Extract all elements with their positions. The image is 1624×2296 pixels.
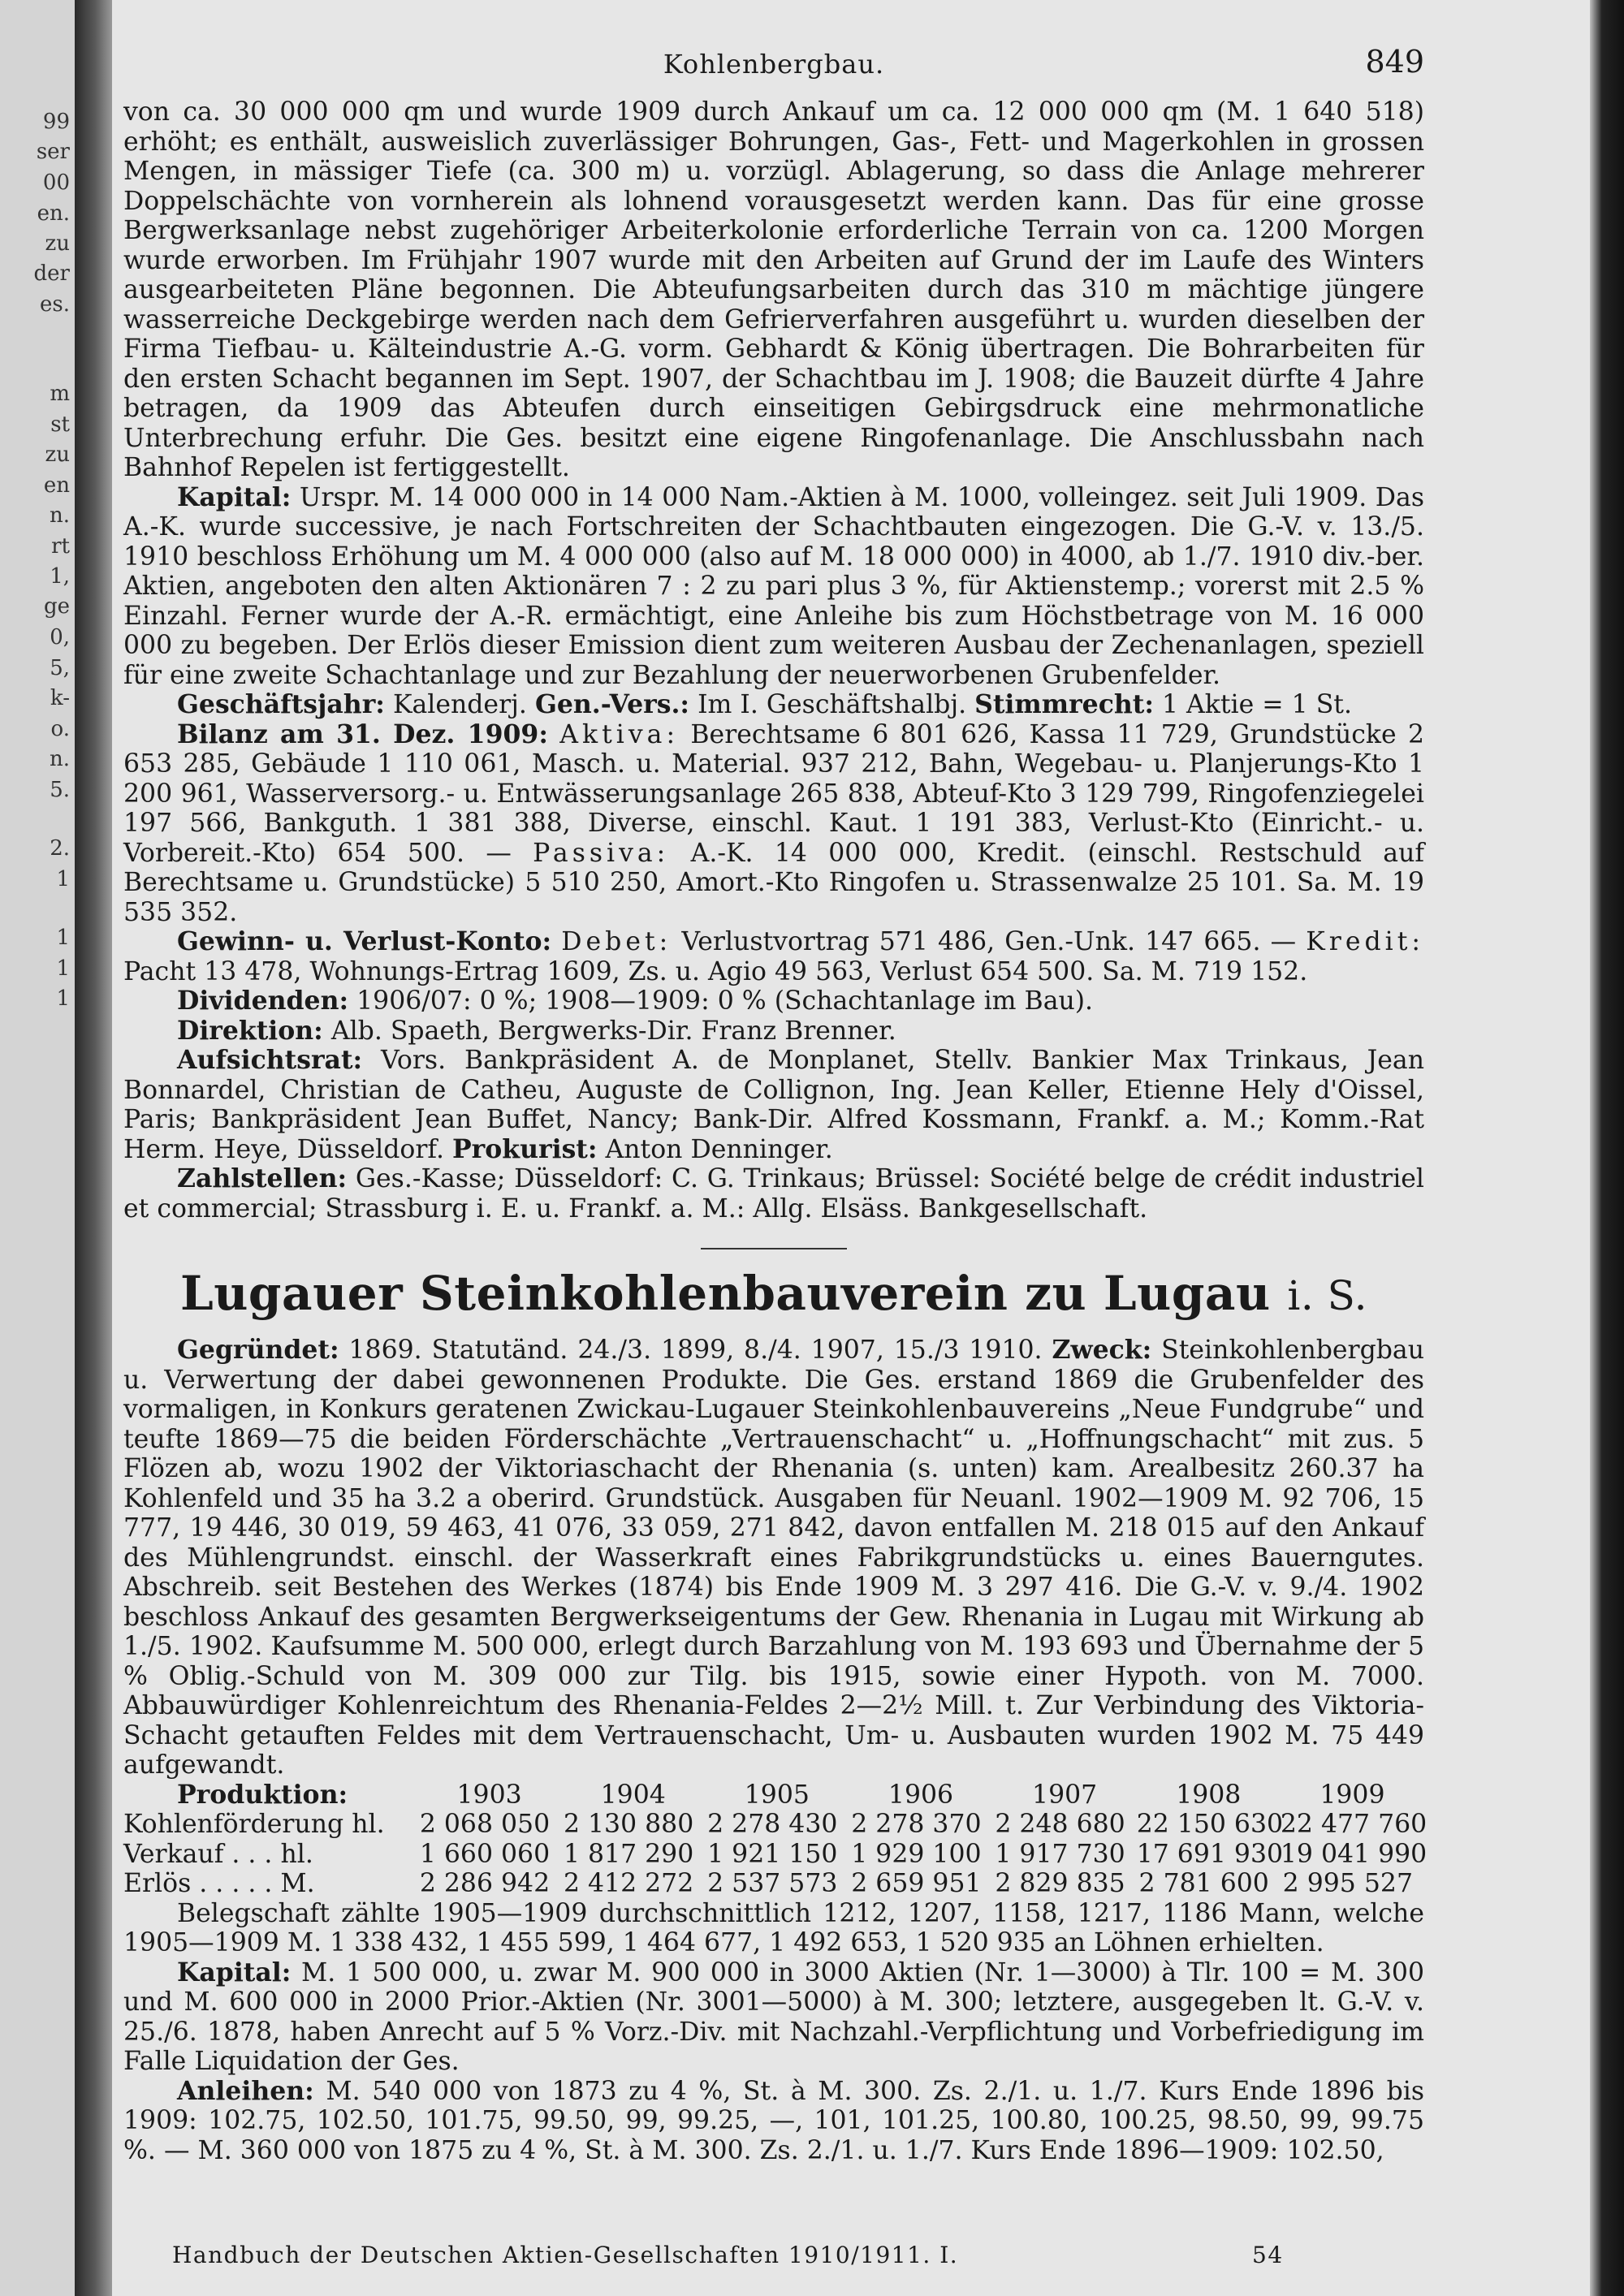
table-cell: 1 817 290 <box>563 1839 694 1869</box>
zweck-text: Steinkohlenbergbau u. Verwertung der dabei gewonnenen Produkte. Die Ges. erstand 1869 die Grubenfelder des vormaligen, in Konkurs geratenen Zwickau-Lugauer Steinkohlenbauvereins „Neue Fundgrube“ und teufte 1869—75 die beiden Förderschächte „Vertrauenschacht“ u. „Hoffnungschacht“ mit zus. 5 Flözen ab, wozu 1902 der Viktoriaschacht der Rhenania (s. unten) kam. Arealbesitz 260.37 ha Kohlenfeld und 35 ha 3.2 a oberird. Grundstück. Ausgaben für Neuanl. 1902—1909 M. 92 706, 15 777, 19 446, 30 019, 59 463, 41 076, 33 059, 271 842, davon entfallen M. 218 015 auf den Ankauf des Mühlengrundst. einschl. der Wasserkraft eines Fabrikgrundstücks u. eines Bauerngutes. Abschreib. seit Bestehen des Werkes (1874) bis Ende 1909 M. 3 297 416. Die G.-V. v. 9./4. 1902 beschloss Ankauf des gesamten Bergwerkseigentums der Gew. Rhenania in Lugau mit Wirkung ab 1./5. 1902. Kaufsumme M. 500 000, erlegt durch Barzahlung von M. 193 693 und Übernahme der 5 % Oblig.-Schuld von M. 309 000 zur Tilg. bis 1915, sowie einer Hypoth. von M. 7000. Abbauwürdiger Kohlenreichtum des Rhenania-Feldes 2—2½ Mill. t. Zur Verbindung des Viktoria-Schacht getauften Feldes mit dem Vertrauenschacht, Um- u. Ausbauten wurden 1902 M. 75 449 aufgewandt. <box>123 1336 1424 1780</box>
footer-signature: 54 <box>1252 2242 1284 2268</box>
company2-title <box>123 1266 1424 1321</box>
passiva-label: Passiva: <box>533 838 670 868</box>
direktion-label: Direktion: <box>177 1015 323 1046</box>
geschaeftsjahr-text: Kalenderj. <box>392 690 527 719</box>
adjacent-page-fragment: n. <box>49 747 70 771</box>
adjacent-page-fragment: 1 <box>56 926 70 950</box>
dividenden-label: Dividenden: <box>177 986 349 1016</box>
adjacent-page-fragment: es. <box>40 292 70 317</box>
company2-title-name: Lugauer Steinkohlenbauverein zu Lugau <box>179 1266 1271 1321</box>
stimmrecht-text: 1 Aktie = 1 St. <box>1161 690 1352 719</box>
production-table <box>123 1779 1427 1899</box>
kapital-label: Kapital: <box>177 1957 292 1987</box>
adjacent-page-fragment: n. <box>49 503 70 528</box>
aktiva-label: Aktiva: <box>559 719 680 749</box>
company1-bilanz <box>123 720 1424 928</box>
production-year: 1907 <box>1032 1780 1098 1810</box>
table-cell: 2 412 272 <box>563 1869 694 1898</box>
stimmrecht-label: Stimmrecht: <box>974 689 1154 719</box>
table-cell: 2 537 573 <box>707 1869 838 1898</box>
guv-debet-text: Verlustvortrag 571 486, Gen.-Unk. 147 665. — <box>681 927 1297 956</box>
production-year: 1903 <box>456 1780 522 1810</box>
table-cell: 2 995 527 <box>1282 1869 1413 1898</box>
bilanz-label: Bilanz am 31. Dez. 1909: <box>177 719 548 749</box>
aufsichtsrat-text: Vors. Bankpräsident A. de Monplanet, Stellv. Bankier Max Trinkaus, Jean Bonnardel, Christian de Catheu, Auguste de Collignon, Ing. Jean Keller, Etienne Hely d'Oissel, Paris; Bankpräsident Jean Buffet, Nancy; Bank-Dir. Alfred Kossmann, Frankf. a. M.; Komm.-Rat Herm. Heye, Düsseldorf. <box>123 1046 1424 1164</box>
company2-anleihen <box>123 2077 1424 2166</box>
adjacent-page-fragment: en. <box>37 201 70 226</box>
bilanz-aktiva-text: Berechtsame 6 801 626, Kassa 11 729, Grundstücke 2 653 285, Gebäude 1 110 061, Masch. u. Material. 937 212, Bahn, Wegebau- u. Planjerungs-Kto 1 200 961, Wasserversorg.- u. Entwässerungsanlage 265 838, Abteuf-Kto 3 129 799, Ringofenziegelei 197 566, Bankguth. 1 381 388, Diverse, einschl. Kaut. 1 191 383, Verlust-Kto (Einricht.- u. Vorbereit.-Kto) 654 500. — <box>123 719 1425 868</box>
production-year: 1908 <box>1176 1780 1242 1810</box>
kapital-label: Kapital: <box>177 481 292 512</box>
table-cell: 1 929 100 <box>851 1839 982 1869</box>
adjacent-page-fragment: 1 <box>56 956 70 981</box>
table-cell: 1 660 060 <box>419 1839 551 1869</box>
table-cell: 2 130 880 <box>563 1810 694 1839</box>
production-row-verkauf <box>123 1840 1424 1870</box>
adjacent-page-fragment: 5, <box>50 656 70 680</box>
table-cell: 2 781 600 <box>1138 1869 1269 1898</box>
adjacent-page-strip <box>0 0 75 2296</box>
running-head <box>123 31 1424 97</box>
table-cell: 1 917 730 <box>995 1839 1125 1869</box>
adjacent-page-fragment: zu <box>45 442 70 467</box>
row-label: Erlös . . . . . M. <box>123 1869 315 1898</box>
company1-guv <box>123 927 1424 986</box>
adjacent-page-fragment: 1 <box>56 867 70 891</box>
kapital-text: Urspr. M. 14 000 000 in 14 000 Nam.-Aktien à M. 1000, volleingez. seit Juli 1909. Das A.-K. wurde successive, je nach Fortschreiten der Schachtbauten eingezogen. Die G.-V. v. 13./5. 1910 beschloss Erhöhung um M. 4 000 000 (also auf M. 18 000 000) in 4000, ab 1./7. 1910 div.-ber. Aktien, angeboten den alten Aktionären 7 : 2 zu pari plus 3 %, für Aktienstemp.; vorerst mit 2.5 % Einzahl. Ferner wurde der A.-R. ermächtigt, eine Anleihe bis zum Höchstbetrage von M. 16 000 000 zu begeben. Der Erlös dieser Emission dient zum weiteren Ausbau der Zechenanlagen, speziell für eine zweite Schachtanlage und zur Bezahlung der neuerworbenen Grubenfelder. <box>123 482 1425 690</box>
adjacent-page-fragment: st <box>50 412 70 437</box>
running-head-title: Kohlenbergbau. <box>663 49 885 80</box>
page-number: 849 <box>1365 44 1424 80</box>
adjacent-page-fragment: 5. <box>50 778 70 802</box>
dividenden-text: 1906/07: 0 %; 1908—1909: 0 % (Schachtanlage im Bau). <box>356 986 1094 1016</box>
direktion-text: Alb. Spaeth, Bergwerks-Dir. Franz Brenner. <box>330 1016 896 1046</box>
adjacent-page-fragment: 1, <box>50 564 70 589</box>
table-cell: 17 691 930 <box>1136 1839 1284 1869</box>
row-label: Verkauf . . . hl. <box>123 1839 313 1869</box>
prokurist-text: Anton Denninger. <box>605 1134 833 1164</box>
table-cell: 2 278 370 <box>851 1810 982 1839</box>
page-edge <box>1590 0 1624 2296</box>
adjacent-page-fragment: o. <box>50 717 70 741</box>
table-cell: 2 659 951 <box>851 1869 982 1898</box>
geschaeftsjahr-label: Geschäftsjahr: <box>177 689 385 719</box>
adjacent-page-fragment: ser <box>36 140 70 164</box>
production-year: 1904 <box>600 1780 666 1810</box>
adjacent-page-fragment: ge <box>43 594 70 619</box>
adjacent-page-fragment: en <box>43 473 70 498</box>
zweck-label: Zweck: <box>1052 1335 1152 1365</box>
gen-vers-text: Im I. Geschäftshalbj. <box>698 690 967 719</box>
company2-kapital <box>123 1958 1424 2077</box>
gen-vers-label: Gen.-Vers.: <box>534 689 690 719</box>
company2-title-suffix: i. S. <box>1287 1272 1367 1319</box>
company1-direktion <box>123 1016 1424 1047</box>
prokurist-label: Prokurist: <box>451 1133 598 1164</box>
company1-dividenden <box>123 986 1424 1016</box>
kapital-text: M. 1 500 000, u. zwar M. 900 000 in 3000 Aktien (Nr. 1—3000) à Tlr. 100 = M. 300 und M. 600 000 in 2000 Prior.-Aktien (Nr. 3001—5000) à M. 300; letztere, ausgegeben lt. G.-V. v. 25./6. 1878, haben Anrecht auf 5 % Vorz.-Div. mit Nachzahl.-Verpflichtung und Vorbefriedigung im Falle Liquidation der Ges. <box>123 1957 1425 2076</box>
table-cell: 2 278 430 <box>707 1810 838 1839</box>
table-cell: 2 286 942 <box>419 1869 551 1898</box>
company2-belegschaft: Belegschaft zählte 1905—1909 durchschnittlich 1212, 1207, 1158, 1217, 1186 Mann, welche 1905—1909 M. 1 338 432, 1 455 599, 1 464 677, 1 492 653, 1 520 935 an Löhnen erhielten. <box>123 1898 1424 1957</box>
adjacent-page-fragment: 00 <box>42 170 70 195</box>
footer-text: Handbuch der Deutschen Aktien-Gesellschaften 1910/1911. I. <box>172 2242 959 2268</box>
adjacent-page-fragment: der <box>33 261 70 286</box>
production-label: Produktion: <box>177 1779 348 1810</box>
debet-label: Debet: <box>561 927 672 956</box>
gegruendet-label: Gegründet: <box>177 1335 339 1365</box>
adjacent-page-fragment: k- <box>50 686 70 710</box>
anleihen-label: Anleihen: <box>177 2075 314 2106</box>
table-cell: 2 068 050 <box>419 1810 551 1839</box>
bilanz-passiva-text: A.-K. 14 000 000, Kredit. (einschl. Restschuld auf Berechtsame u. Grundstücke) 5 510 250, Amort.-Kto Ringofen u. Strassenwalze 25 101. Sa. M. 19 535 352. <box>123 838 1425 927</box>
aufsichtsrat-label: Aufsichtsrat: <box>177 1045 363 1075</box>
row-label: Kohlenförderung hl. <box>123 1810 385 1839</box>
page-footer <box>172 2242 1424 2268</box>
table-cell: 22 150 630 <box>1136 1810 1284 1839</box>
adjacent-page-fragment: 2. <box>50 836 70 861</box>
adjacent-page-fragment: m <box>50 382 70 406</box>
production-year: 1906 <box>888 1780 954 1810</box>
company1-meta <box>123 690 1424 720</box>
guv-kredit-text: Pacht 13 478, Wohnungs-Ertrag 1609, Zs. u. Agio 49 563, Verlust 654 500. Sa. M. 719 152. <box>123 956 1308 986</box>
company1-intro: von ca. 30 000 000 qm und wurde 1909 durch Ankauf um ca. 12 000 000 qm (M. 1 640 518) erhöht; es enthält, ausweislich zuverlässiger Bohrungen, Gas-, Fett- und Magerkohlen in grossen Mengen, in mässiger Tiefe (ca. 300 m) u. vorzügl. Ablagerung, so dass die Anlage mehrerer Doppelschächte von vornherein als lohnend vorausgesetzt werden kann. Das für eine grosse Bergwerksanlage nebst zugehöriger Arbeiterkolonie erforderliche Terrain von ca. 1200 Morgen wurde erworben. Im Frühjahr 1907 wurde mit den Arbeiten auf Grund der im Laufe des Winters ausgearbeiteten Pläne begonnen. Die Abteufungsarbeiten durch das 310 m mächtige jüngere wasserreiche Deckgebirge werden nach dem Gefrierverfahren ausgeführt u. wurden dieselben der Firma Tiefbau- u. Kälteindustrie A.-G. vorm. Gebhardt & König übertragen. Die Bohrarbeiten für den ersten Schacht begannen im Sept. 1907, der Schachtbau im J. 1908; die Bauzeit dürfte 4 Jahre betragen, da 1909 das Abteufen durch einseitigen Gebirgsdruck eine mehrmonatliche Unterbrechung erfuhr. Die Ges. besitzt eine eigene Ringofenanlage. Die Anschlussbahn nach Bahnhof Repelen ist fertiggestellt. <box>123 97 1424 482</box>
production-year: 1909 <box>1320 1780 1385 1810</box>
gegruendet-text: 1869. Statutänd. 24./3. 1899, 8./4. 1907, 15./3 1910. <box>348 1336 1043 1365</box>
table-cell: 1 921 150 <box>707 1839 838 1869</box>
company1-kapital <box>123 483 1424 691</box>
anleihen-text: M. 540 000 von 1873 zu 4 %, St. à M. 300. Zs. 2./1. u. 1./7. Kurs Ende 1896 bis 1909: 102.75, 102.50, 101.75, 99.50, 99, 99.25, —, 101, 101.25, 100.80, 100.25, 98.50, 99, 99.75 %. — M. 360 000 von 1875 zu 4 %, St. à M. 300. Zs. 2./1. u. 1./7. Kurs Ende 1896—1909: 102.50, <box>123 2076 1425 2165</box>
kredit-label: Kredit: <box>1306 927 1425 956</box>
company1-zahlstellen <box>123 1164 1424 1224</box>
adjacent-page-fragment: rt <box>51 534 70 559</box>
zahlstellen-text: Ges.-Kasse; Düsseldorf: C. G. Trinkaus; Brüssel: Société belge de crédit industriel et commercial; Strassburg i. E. u. Frankf. a. M.: Allg. Elsäss. Bankgesellschaft. <box>123 1164 1424 1224</box>
table-cell: 2 248 680 <box>995 1810 1125 1839</box>
guv-label: Gewinn- u. Verlust-Konto: <box>177 926 552 956</box>
company1-aufsichtsrat <box>123 1046 1424 1164</box>
adjacent-page-fragment: 0, <box>50 625 70 650</box>
table-cell: 2 829 835 <box>995 1869 1125 1898</box>
table-cell: 22 477 760 <box>1280 1810 1427 1839</box>
document-page <box>123 31 1427 2272</box>
book-gutter <box>75 0 112 2296</box>
zahlstellen-label: Zahlstellen: <box>177 1163 348 1193</box>
production-year: 1905 <box>744 1780 810 1810</box>
adjacent-page-fragment: 1 <box>56 986 70 1011</box>
adjacent-page-fragment: 99 <box>42 110 70 134</box>
section-divider <box>701 1248 847 1249</box>
company2-intro <box>123 1336 1424 1780</box>
adjacent-page-fragment: zu <box>45 231 70 256</box>
production-row-erloes <box>123 1869 1424 1899</box>
production-header-row <box>123 1780 1424 1810</box>
production-row-foerderung <box>123 1810 1424 1840</box>
table-cell: 19 041 990 <box>1280 1839 1427 1869</box>
